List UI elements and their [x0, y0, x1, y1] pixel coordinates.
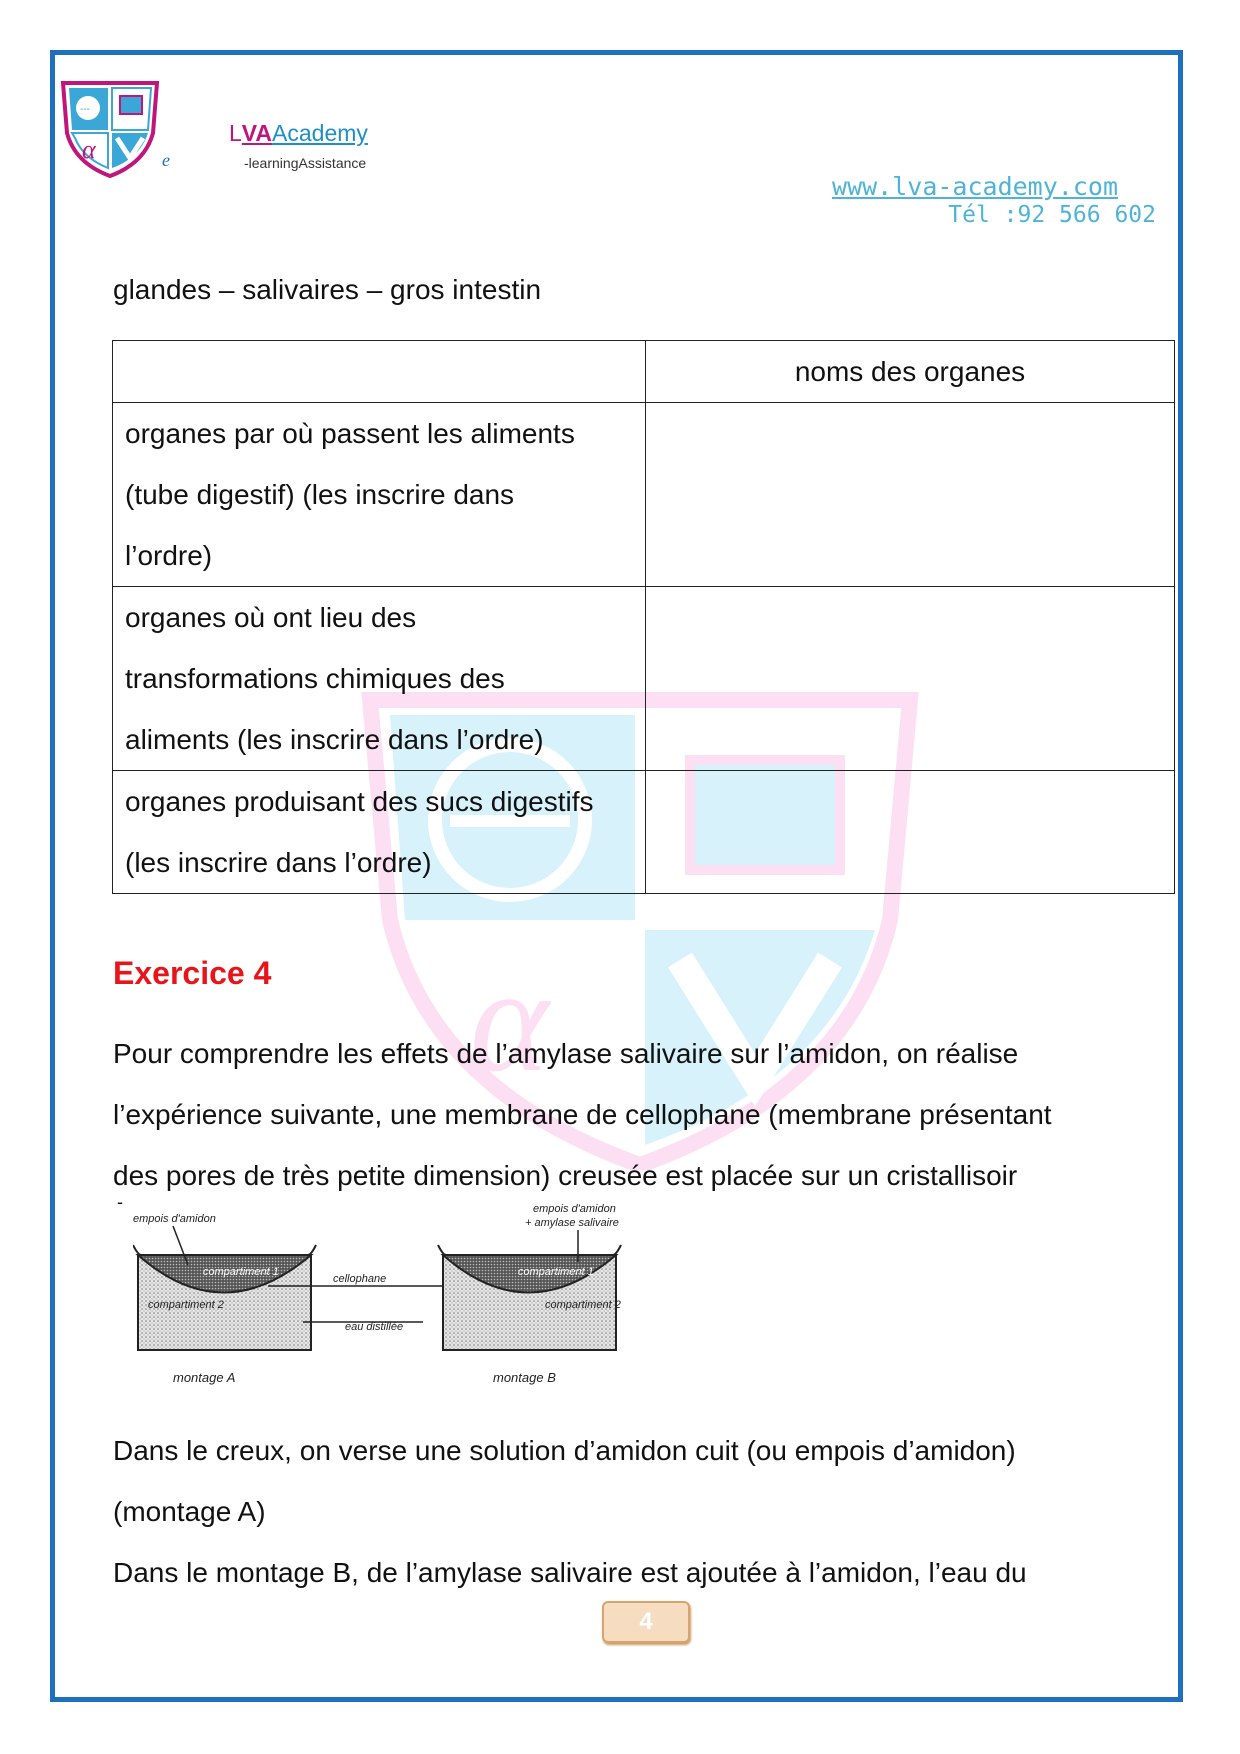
- brand-letters-va: VA: [241, 120, 273, 146]
- table-header-row: [113, 341, 1175, 403]
- brand-letter-l: L: [229, 120, 242, 146]
- svg-text:α: α: [470, 937, 549, 1103]
- table-row: [113, 771, 1175, 894]
- label-cellophane: cellophane: [333, 1273, 387, 1285]
- label-line: (les inscrire dans l’ordre): [125, 847, 432, 878]
- telephone: Tél :92 566 602: [948, 202, 1156, 228]
- label-line: organes où ont lieu des: [125, 602, 417, 633]
- label-montage-a: montage A: [173, 1370, 236, 1385]
- label-a-compartment-1: compartiment 1: [203, 1266, 279, 1278]
- label-line: l’ordre): [125, 540, 213, 571]
- intro-line: l’expérience suivante, une membrane de cellophane (membrane présentant: [113, 1099, 1052, 1130]
- label-b-top-2: + amylase salivaire: [525, 1217, 619, 1229]
- table-row-answer-cell[interactable]: [646, 403, 1175, 587]
- dash-mark: -: [117, 1192, 123, 1212]
- label-line: (tube digestif) (les inscrire dans: [125, 479, 515, 510]
- label-line: transformations chimiques des: [125, 663, 505, 694]
- table-row-label: [113, 587, 646, 771]
- table-row-label: [113, 403, 646, 587]
- intro-line: Pour comprendre les effets de l’amylase salivaire sur l’amidon, on réalise: [113, 1038, 1019, 1069]
- after-line: Dans le montage B, de l’amylase salivaire est ajoutée à l’amidon, l’eau du: [113, 1557, 1027, 1588]
- label-a-compartment-2: compartiment 2: [148, 1299, 224, 1311]
- label-line: organes produisant des sucs digestifs: [125, 786, 594, 817]
- label-b-top-1: empois d'amidon: [533, 1203, 616, 1215]
- word-list: glandes – salivaires – gros intestin: [113, 274, 542, 305]
- table-header-empty: [113, 341, 646, 403]
- montage-b-vessel: [438, 1245, 621, 1350]
- intro-line: des pores de très petite dimension) creusée est placée sur un cristallisoir: [113, 1160, 1018, 1191]
- label-b-compartment-2: compartiment 2: [545, 1299, 621, 1311]
- table-row: [113, 587, 1175, 771]
- brand-subtitle: -learningAssistance: [244, 155, 367, 171]
- label-line: aliments (les inscrire dans l’ordre): [125, 724, 544, 755]
- brand-e-mark: e: [162, 150, 170, 170]
- label-line: organes par où passent les aliments: [125, 418, 575, 449]
- label-montage-b: montage B: [493, 1370, 556, 1385]
- svg-text:---: ---: [80, 104, 90, 115]
- experiment-figure: [133, 1200, 653, 1415]
- website-link[interactable]: www.lva-academy.com: [832, 172, 1118, 201]
- after-line: (montage A): [113, 1496, 266, 1527]
- academy-logo: [55, 78, 165, 178]
- label-a-top: empois d'amidon: [133, 1213, 216, 1225]
- table-row: [113, 403, 1175, 587]
- intro-paragraph: [113, 1023, 1183, 1206]
- svg-text:α: α: [82, 135, 96, 164]
- table-header-noms: noms des organes: [646, 341, 1175, 403]
- label-eau-distillee: eau distillée: [345, 1321, 404, 1333]
- table-row-answer-cell[interactable]: [646, 771, 1175, 894]
- label-b-compartment-1: compartiment 1: [518, 1266, 594, 1278]
- after-paragraph: [113, 1420, 1183, 1603]
- exercise-title: Exercice 4: [113, 955, 272, 991]
- montage-a-vessel: [133, 1245, 316, 1350]
- after-line: Dans le creux, on verse une solution d’amidon cuit (ou empois d’amidon): [113, 1435, 1016, 1466]
- table-row-label: [113, 771, 646, 894]
- page-number-badge: 4: [602, 1601, 690, 1643]
- organs-table: [112, 340, 1175, 894]
- brand-name[interactable]: [229, 120, 368, 147]
- brand-academy: Academy: [272, 120, 368, 146]
- table-row-answer-cell[interactable]: [646, 587, 1175, 771]
